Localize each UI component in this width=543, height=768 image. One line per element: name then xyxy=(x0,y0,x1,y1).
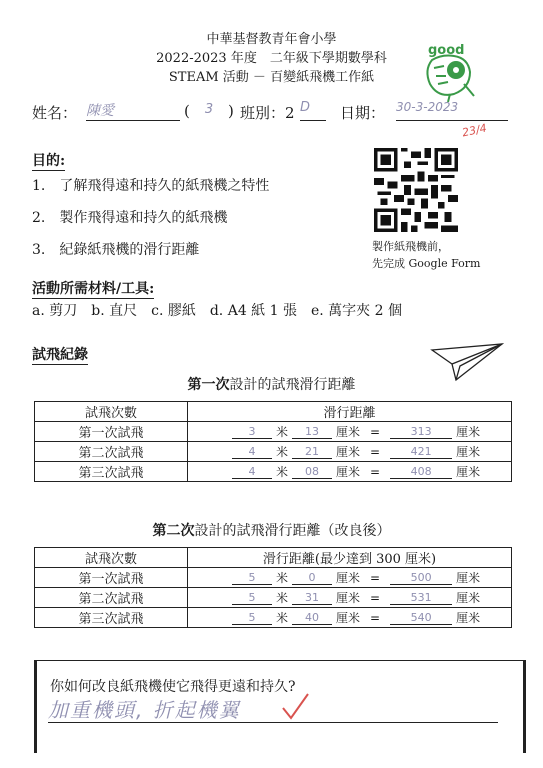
total-centimeter-input[interactable]: 313 xyxy=(390,425,452,439)
distance-cell xyxy=(188,462,512,482)
centimeter-input[interactable]: 0 xyxy=(292,571,332,585)
trial-label: 第三次試飛 xyxy=(35,462,188,482)
table2-title-bold: 第二次 xyxy=(152,523,195,539)
centimeter-input[interactable]: 13 xyxy=(292,425,332,439)
table-row xyxy=(35,442,512,462)
qr-note-line-1: 製作紙飛機前， xyxy=(372,240,449,253)
centimeter-unit: 厘米 xyxy=(336,611,361,625)
table1-header-trial: 試飛次數 xyxy=(35,402,188,422)
centimeter-unit: 厘米 xyxy=(336,425,361,439)
qr-code-icon[interactable] xyxy=(373,148,459,232)
table-row xyxy=(35,462,512,482)
total-unit: 厘米 xyxy=(456,445,481,459)
meter-input[interactable]: 5 xyxy=(232,591,272,605)
centimeter-input[interactable]: 21 xyxy=(292,445,332,459)
meter-input[interactable]: 5 xyxy=(232,571,272,585)
table1-title-bold: 第一次 xyxy=(187,377,230,393)
total-centimeter-input[interactable]: 421 xyxy=(390,445,452,459)
total-centimeter-input[interactable]: 408 xyxy=(390,465,452,479)
meter-input[interactable]: 5 xyxy=(232,611,272,625)
qr-note-line-2: 先完成 Google Form xyxy=(372,257,481,270)
class-no-open: ( xyxy=(184,102,190,120)
school-name: 中華基督教青年會小學 xyxy=(206,32,337,47)
total-unit: 厘米 xyxy=(456,425,481,439)
trial-label: 第三次試飛 xyxy=(35,608,188,628)
centimeter-unit: 厘米 xyxy=(336,445,361,459)
teacher-mark-date: 23/4 xyxy=(460,121,488,140)
date-field[interactable]: 30-3-2023 xyxy=(396,100,508,121)
total-unit: 厘米 xyxy=(456,571,481,585)
table2-header-distance: 滑行距離(最少達到 300 厘米) xyxy=(188,548,512,568)
table2-header-trial: 試飛次數 xyxy=(35,548,188,568)
class-label: 班別：2 xyxy=(240,104,295,122)
distance-cell xyxy=(188,568,512,588)
subject-line: 2022-2023 年度 二年級下學期數學科 xyxy=(156,51,387,66)
total-centimeter-input[interactable]: 540 xyxy=(390,611,452,625)
objective-item-3: 3. 紀錄紙飛機的滑行距離 xyxy=(32,242,200,258)
total-unit: 厘米 xyxy=(456,591,481,605)
table-row xyxy=(35,568,512,588)
equals-sign: = xyxy=(370,570,381,585)
record-title: 試飛紀錄 xyxy=(32,344,88,365)
table2-title-rest: 設計的試飛滑行距離（改良後） xyxy=(194,523,391,539)
centimeter-unit: 厘米 xyxy=(336,571,361,585)
objectives-title: 目的: xyxy=(32,150,65,171)
trial-label: 第一次試飛 xyxy=(35,422,188,442)
distance-cell xyxy=(188,608,512,628)
good-stamp-text: good xyxy=(428,43,465,58)
table-row xyxy=(35,588,512,608)
centimeter-unit: 厘米 xyxy=(336,465,361,479)
red-tick-icon xyxy=(280,692,310,722)
class-no-field[interactable]: 3 xyxy=(204,102,214,117)
meter-input[interactable]: 3 xyxy=(232,425,272,439)
table1-title xyxy=(0,374,543,394)
equals-sign: = xyxy=(370,444,381,459)
meter-unit: 米 xyxy=(276,445,289,459)
table-row xyxy=(35,422,512,442)
centimeter-input[interactable]: 08 xyxy=(292,465,332,479)
total-unit: 厘米 xyxy=(456,465,481,479)
name-field[interactable]: 陳愛 xyxy=(86,100,180,121)
distance-cell xyxy=(188,422,512,442)
meter-unit: 米 xyxy=(276,465,289,479)
class-no-close: ) xyxy=(228,102,234,120)
table2-title xyxy=(0,520,543,540)
meter-unit: 米 xyxy=(276,571,289,585)
equals-sign: = xyxy=(370,610,381,625)
equals-sign: = xyxy=(370,424,381,439)
table1 xyxy=(34,401,512,482)
date-label: 日期： xyxy=(340,104,386,122)
total-centimeter-input[interactable]: 531 xyxy=(390,591,452,605)
question-text: 你如何改良紙飛機使它飛得更遠和持久? xyxy=(50,679,296,695)
activity-title: STEAM 活動 － 百變紙飛機工作紙 xyxy=(168,70,375,85)
equals-sign: = xyxy=(370,464,381,479)
centimeter-input[interactable]: 40 xyxy=(292,611,332,625)
name-label: 姓名： xyxy=(32,104,78,122)
meter-unit: 米 xyxy=(276,591,289,605)
total-centimeter-input[interactable]: 500 xyxy=(390,571,452,585)
meter-unit: 米 xyxy=(276,425,289,439)
class-field[interactable]: D xyxy=(300,100,326,121)
table2 xyxy=(34,547,512,628)
table1-header-distance: 滑行距離 xyxy=(188,402,512,422)
objective-item-2: 2. 製作飛得遠和持久的紙飛機 xyxy=(32,210,228,226)
meter-input[interactable]: 4 xyxy=(232,465,272,479)
meter-input[interactable]: 4 xyxy=(232,445,272,459)
total-unit: 厘米 xyxy=(456,611,481,625)
trial-label: 第一次試飛 xyxy=(35,568,188,588)
good-stamp-icon xyxy=(420,40,480,102)
trial-label: 第二次試飛 xyxy=(35,442,188,462)
meter-unit: 米 xyxy=(276,611,289,625)
centimeter-input[interactable]: 31 xyxy=(292,591,332,605)
answer-field[interactable]: 加重機頭, 折起機翼 xyxy=(48,694,498,723)
table-row xyxy=(35,608,512,628)
equals-sign: = xyxy=(370,590,381,605)
objective-item-1: 1. 了解飛得遠和持久的紙飛機之特性 xyxy=(32,178,270,194)
table1-title-rest: 設計的試飛滑行距離 xyxy=(229,377,356,393)
distance-cell xyxy=(188,442,512,462)
trial-label: 第二次試飛 xyxy=(35,588,188,608)
distance-cell xyxy=(188,588,512,608)
centimeter-unit: 厘米 xyxy=(336,591,361,605)
materials-list: a. 剪刀 b. 直尺 c. 膠紙 d. A4 紙 1 張 e. 萬字夾 2 個 xyxy=(32,303,402,319)
materials-title: 活動所需材料/工具: xyxy=(32,278,154,299)
